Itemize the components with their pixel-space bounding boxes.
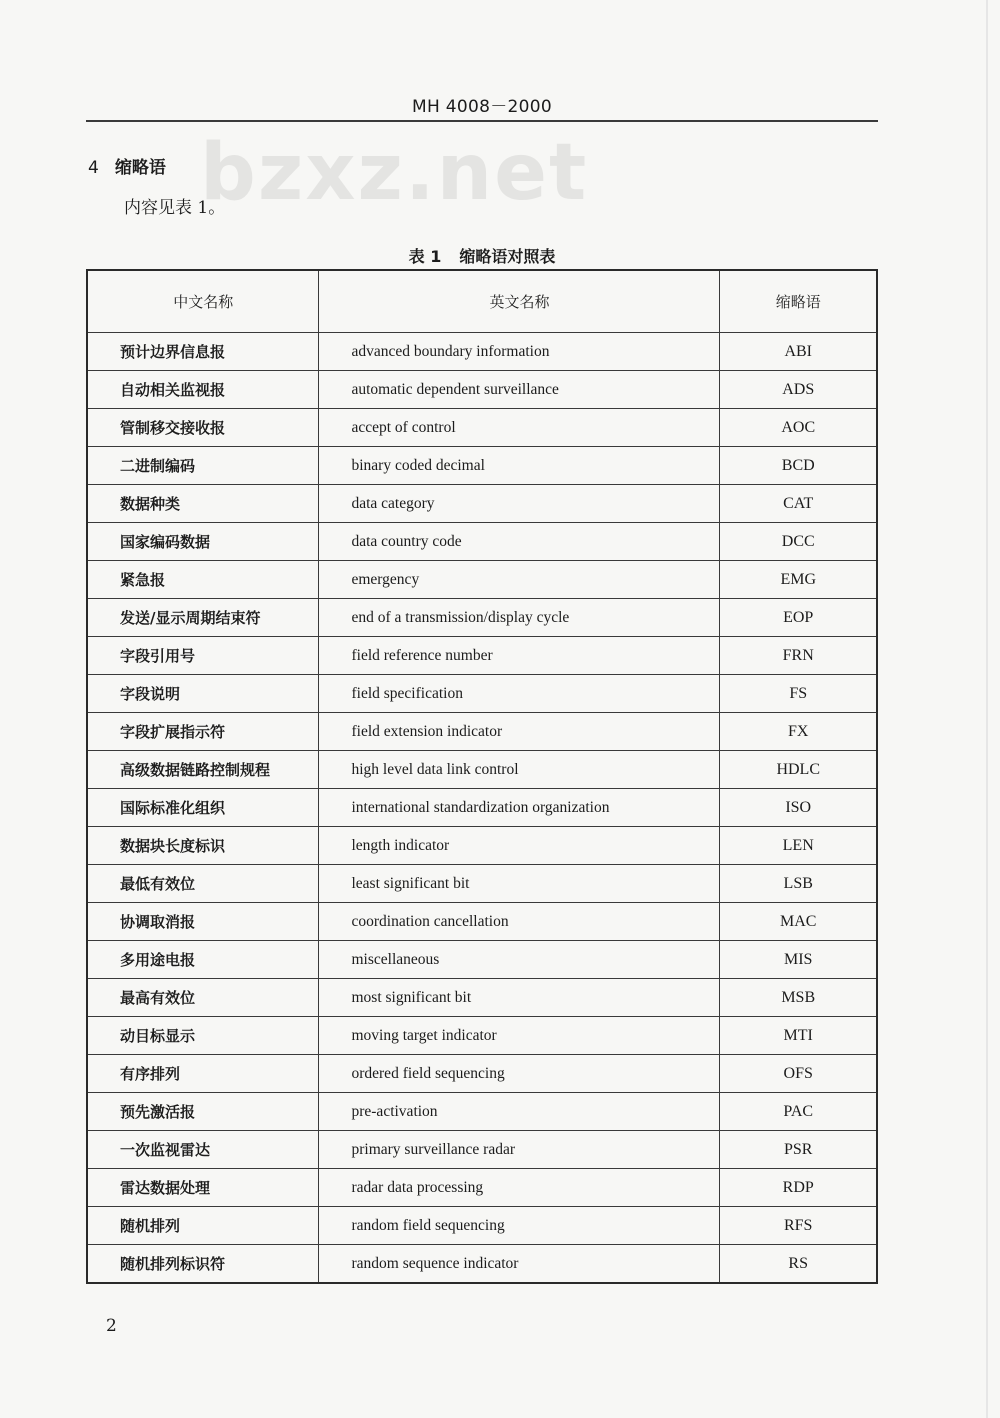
abbreviation-cell: AOC (720, 409, 877, 447)
abbreviation-cell: PAC (720, 1093, 877, 1131)
chinese-name-cell: 字段说明 (87, 675, 319, 713)
abbreviation-cell: RS (720, 1245, 877, 1284)
table-row (87, 1131, 877, 1169)
table-row (87, 637, 877, 675)
table-row (87, 409, 877, 447)
abbreviation-cell: PSR (720, 1131, 877, 1169)
chinese-name-cell: 一次监视雷达 (87, 1131, 319, 1169)
chinese-name-cell: 多用途电报 (87, 941, 319, 979)
english-name-cell: data country code (319, 523, 720, 561)
table-row (87, 865, 877, 903)
english-name-cell: most significant bit (319, 979, 720, 1017)
chinese-name-cell: 自动相关监视报 (87, 371, 319, 409)
chinese-name-cell: 字段扩展指示符 (87, 713, 319, 751)
chinese-name-cell: 字段引用号 (87, 637, 319, 675)
english-name-cell: field extension indicator (319, 713, 720, 751)
table-row (87, 1245, 877, 1284)
english-name-cell: field specification (319, 675, 720, 713)
watermark: bzxz.net (200, 128, 589, 218)
chinese-name-cell: 协调取消报 (87, 903, 319, 941)
column-header-abbreviation: 缩略语 (720, 270, 877, 333)
table-header-row (87, 270, 877, 333)
abbreviation-cell: FRN (720, 637, 877, 675)
abbreviation-cell: MTI (720, 1017, 877, 1055)
english-name-cell: ordered field sequencing (319, 1055, 720, 1093)
table-row (87, 827, 877, 865)
table-row (87, 599, 877, 637)
binding-edge (986, 0, 988, 1418)
chinese-name-cell: 最高有效位 (87, 979, 319, 1017)
table-row (87, 789, 877, 827)
chinese-name-cell: 数据种类 (87, 485, 319, 523)
table-row (87, 979, 877, 1017)
chinese-name-cell: 管制移交接收报 (87, 409, 319, 447)
abbreviation-cell: FS (720, 675, 877, 713)
table-row (87, 333, 877, 371)
abbreviation-cell: RFS (720, 1207, 877, 1245)
chinese-name-cell: 预计边界信息报 (87, 333, 319, 371)
english-name-cell: moving target indicator (319, 1017, 720, 1055)
chinese-name-cell: 数据块长度标识 (87, 827, 319, 865)
table-row (87, 1055, 877, 1093)
abbreviation-cell: CAT (720, 485, 877, 523)
section-title: 缩略语 (114, 158, 166, 178)
table-row (87, 1207, 877, 1245)
chinese-name-cell: 国际标准化组织 (87, 789, 319, 827)
chinese-name-cell: 高级数据链路控制规程 (87, 751, 319, 789)
chinese-name-cell: 最低有效位 (87, 865, 319, 903)
table-row (87, 371, 877, 409)
english-name-cell: emergency (319, 561, 720, 599)
english-name-cell: high level data link control (319, 751, 720, 789)
english-name-cell: advanced boundary information (319, 333, 720, 371)
table-row (87, 713, 877, 751)
table-row (87, 523, 877, 561)
abbreviation-cell: HDLC (720, 751, 877, 789)
abbreviation-cell: LSB (720, 865, 877, 903)
table-body (87, 333, 877, 1284)
english-name-cell: miscellaneous (319, 941, 720, 979)
abbreviation-cell: RDP (720, 1169, 877, 1207)
abbreviation-cell: MIS (720, 941, 877, 979)
table-row (87, 1093, 877, 1131)
chinese-name-cell: 预先激活报 (87, 1093, 319, 1131)
english-name-cell: random sequence indicator (319, 1245, 720, 1284)
chinese-name-cell: 发送/显示周期结束符 (87, 599, 319, 637)
section-number: 4 (88, 158, 99, 178)
abbreviation-cell: MSB (720, 979, 877, 1017)
abbreviation-cell: ISO (720, 789, 877, 827)
english-name-cell: end of a transmission/display cycle (319, 599, 720, 637)
abbreviation-cell: DCC (720, 523, 877, 561)
chinese-name-cell: 二进制编码 (87, 447, 319, 485)
english-name-cell: radar data processing (319, 1169, 720, 1207)
english-name-cell: least significant bit (319, 865, 720, 903)
chinese-name-cell: 紧急报 (87, 561, 319, 599)
abbreviation-cell: ADS (720, 371, 877, 409)
english-name-cell: data category (319, 485, 720, 523)
standard-number-header: MH 4008－2000 (412, 97, 552, 117)
abbreviation-cell: BCD (720, 447, 877, 485)
abbreviation-cell: OFS (720, 1055, 877, 1093)
english-name-cell: length indicator (319, 827, 720, 865)
english-name-cell: international standardization organization (319, 789, 720, 827)
chinese-name-cell: 国家编码数据 (87, 523, 319, 561)
abbreviation-cell: EMG (720, 561, 877, 599)
header-rule (86, 120, 878, 122)
english-name-cell: primary surveillance radar (319, 1131, 720, 1169)
english-name-cell: accept of control (319, 409, 720, 447)
column-header-english-name: 英文名称 (319, 270, 720, 333)
abbreviation-table (86, 269, 878, 1284)
table-row (87, 485, 877, 523)
table-caption (86, 244, 878, 267)
page-number: 2 (106, 1316, 117, 1336)
chinese-name-cell: 动目标显示 (87, 1017, 319, 1055)
table-caption-label: 表 1 (408, 247, 442, 266)
table-row (87, 751, 877, 789)
chinese-name-cell: 随机排列 (87, 1207, 319, 1245)
english-name-cell: binary coded decimal (319, 447, 720, 485)
table-row (87, 447, 877, 485)
column-header-chinese-name: 中文名称 (87, 270, 319, 333)
table-row (87, 561, 877, 599)
table-caption-title: 缩略语对照表 (459, 247, 556, 266)
abbreviation-cell: ABI (720, 333, 877, 371)
english-name-cell: coordination cancellation (319, 903, 720, 941)
abbreviation-cell: EOP (720, 599, 877, 637)
abbreviation-cell: FX (720, 713, 877, 751)
table-row (87, 1017, 877, 1055)
english-name-cell: pre-activation (319, 1093, 720, 1131)
table-row (87, 903, 877, 941)
abbreviation-cell: MAC (720, 903, 877, 941)
chinese-name-cell: 有序排列 (87, 1055, 319, 1093)
chinese-name-cell: 雷达数据处理 (87, 1169, 319, 1207)
body-paragraph: 内容见表 1。 (124, 198, 226, 218)
table-row (87, 1169, 877, 1207)
english-name-cell: automatic dependent surveillance (319, 371, 720, 409)
section-heading (88, 153, 166, 178)
english-name-cell: random field sequencing (319, 1207, 720, 1245)
table-row (87, 675, 877, 713)
abbreviation-cell: LEN (720, 827, 877, 865)
table-row (87, 941, 877, 979)
chinese-name-cell: 随机排列标识符 (87, 1245, 319, 1284)
english-name-cell: field reference number (319, 637, 720, 675)
